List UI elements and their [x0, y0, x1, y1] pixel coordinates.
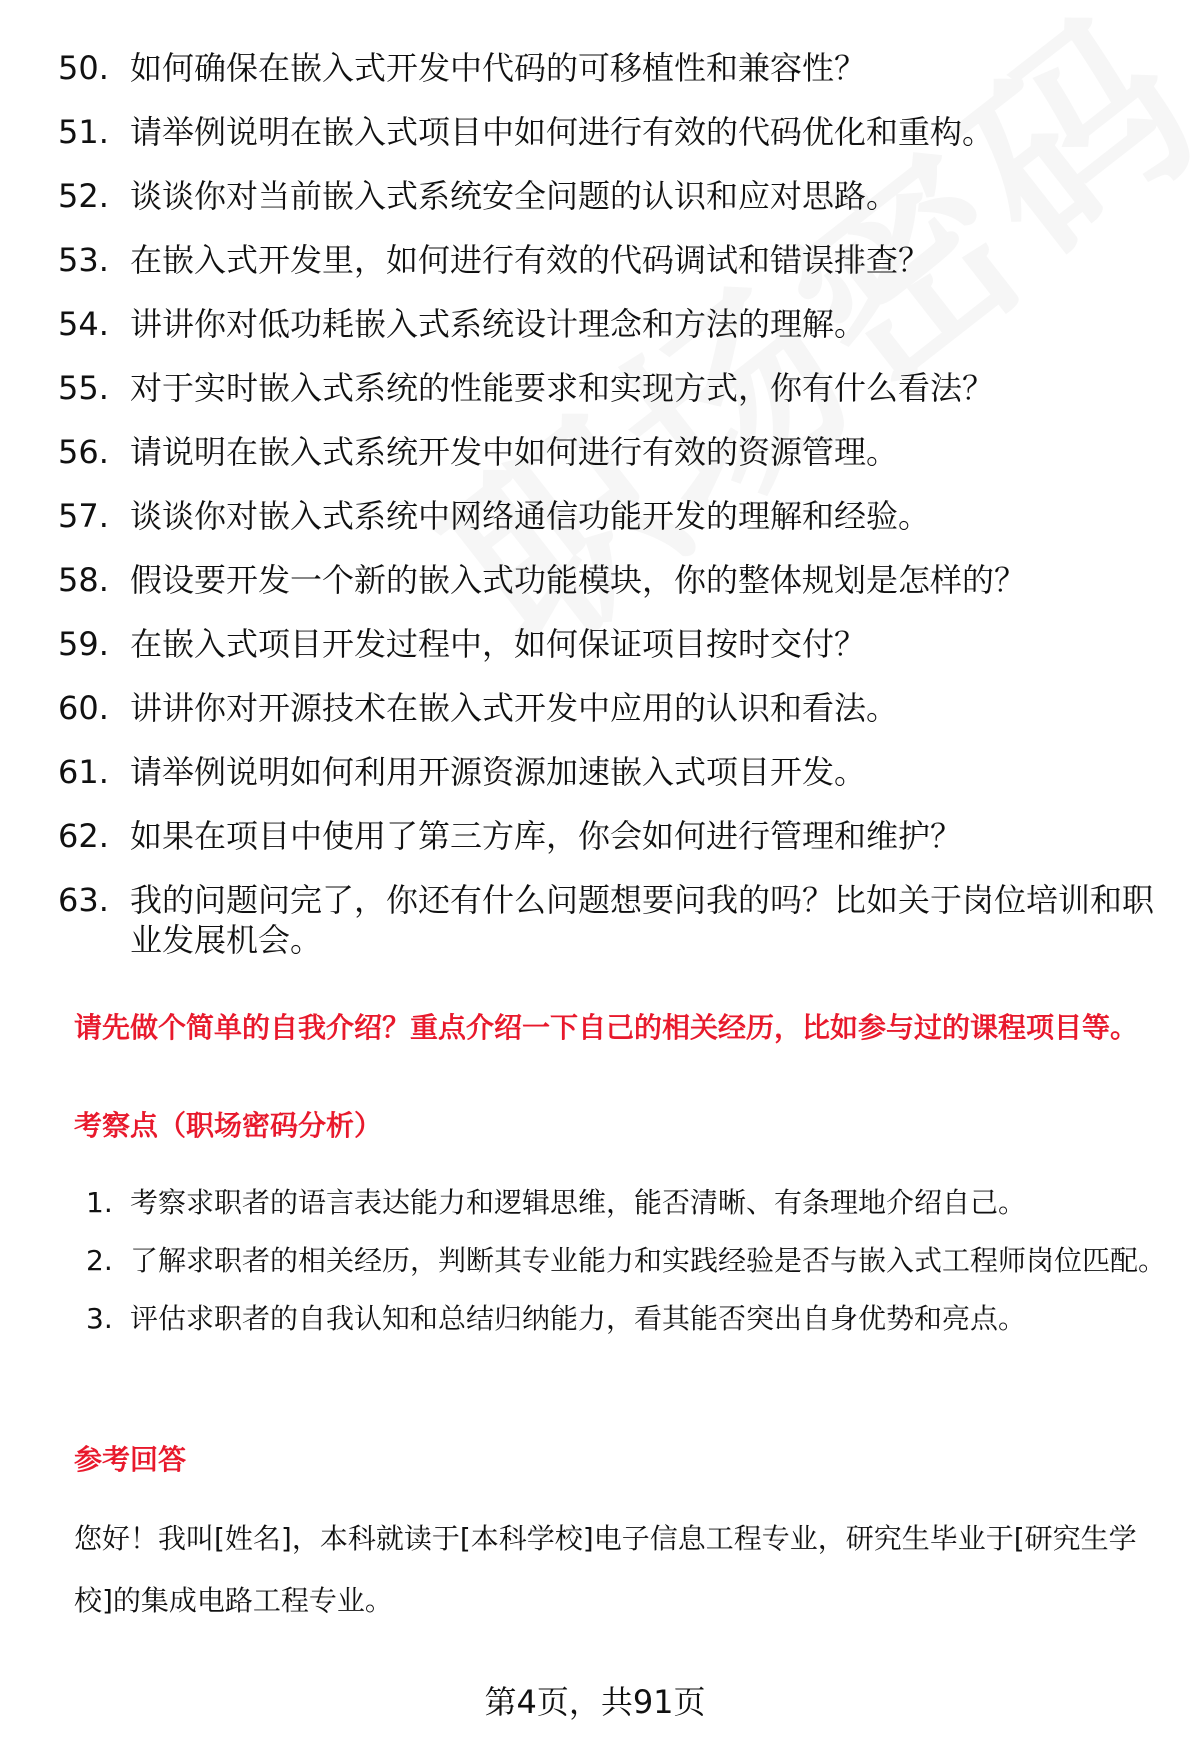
question-item	[58, 240, 1158, 280]
question-item	[58, 688, 1158, 728]
question-list	[58, 48, 1158, 984]
question-text: 对于实时嵌入式系统的性能要求和实现方式，你有什么看法？	[130, 369, 995, 407]
question-number: 55.	[58, 369, 109, 407]
focus-point-text: 了解求职者的相关经历，判断其专业能力和实践经验是否与嵌入式工程师岗位匹配。	[130, 1244, 1167, 1277]
focus-point	[86, 1290, 1166, 1348]
question-text: 请说明在嵌入式系统开发中如何进行有效的资源管理。	[130, 433, 899, 471]
question-number: 54.	[58, 305, 109, 343]
focus-point-number: 2.	[86, 1244, 113, 1277]
question-item	[58, 432, 1158, 472]
question-text: 请举例说明在嵌入式项目中如何进行有效的代码优化和重构。	[130, 113, 995, 151]
question-text: 谈谈你对嵌入式系统中网络通信功能开发的理解和经验。	[130, 497, 931, 535]
question-text: 假设要开发一个新的嵌入式功能模块，你的整体规划是怎样的？	[130, 561, 1027, 599]
question-number: 58.	[58, 561, 109, 599]
question-item	[58, 176, 1158, 216]
focus-point-number: 1.	[86, 1186, 113, 1219]
question-number: 61.	[58, 753, 109, 791]
question-text: 讲讲你对开源技术在嵌入式开发中应用的认识和看法。	[130, 689, 899, 727]
focus-point	[86, 1174, 1166, 1232]
question-number: 62.	[58, 817, 109, 855]
question-number: 53.	[58, 241, 109, 279]
answer-heading: 参考回答	[74, 1443, 187, 1476]
question-text: 讲讲你对低功耗嵌入式系统设计理念和方法的理解。	[130, 305, 867, 343]
question-item	[58, 816, 1158, 856]
focus-point-number: 3.	[86, 1302, 113, 1335]
question-number: 57.	[58, 497, 109, 535]
intro-question-heading: 请先做个简单的自我介绍？重点介绍一下自己的相关经历，比如参与过的课程项目等。	[74, 1011, 1139, 1044]
question-number: 52.	[58, 177, 109, 215]
question-item	[58, 560, 1158, 600]
question-item	[58, 368, 1158, 408]
question-number: 51.	[58, 113, 109, 151]
question-number: 63.	[58, 881, 109, 919]
question-text: 如何确保在嵌入式开发中代码的可移植性和兼容性？	[130, 49, 867, 87]
question-item	[58, 496, 1158, 536]
question-item	[58, 48, 1158, 88]
question-number: 50.	[58, 49, 109, 87]
question-text: 如果在项目中使用了第三方库，你会如何进行管理和维护？	[130, 817, 963, 855]
focus-point-text: 考察求职者的语言表达能力和逻辑思维，能否清晰、有条理地介绍自己。	[130, 1186, 1027, 1219]
question-item	[58, 752, 1158, 792]
question-item	[58, 880, 1158, 960]
question-item	[58, 624, 1158, 664]
focus-heading: 考察点（职场密码分析）	[74, 1109, 383, 1142]
focus-point	[86, 1232, 1166, 1290]
focus-point-list	[86, 1174, 1166, 1348]
question-text: 在嵌入式项目开发过程中，如何保证项目按时交付？	[130, 625, 867, 663]
question-text: 我的问题问完了，你还有什么问题想要问我的吗？比如关于岗位培训和职业发展机会。	[130, 881, 1155, 959]
question-text: 请举例说明如何利用开源资源加速嵌入式项目开发。	[130, 753, 867, 791]
answer-text: 您好！我叫[姓名]，本科就读于[本科学校]电子信息工程专业，研究生毕业于[研究生学校]的集成电路工程专业。	[74, 1522, 1137, 1617]
question-text: 谈谈你对当前嵌入式系统安全问题的认识和应对思路。	[130, 177, 899, 215]
question-number: 60.	[58, 689, 109, 727]
question-number: 59.	[58, 625, 109, 663]
question-item	[58, 112, 1158, 152]
question-item	[58, 304, 1158, 344]
focus-point-text: 评估求职者的自我认知和总结归纳能力，看其能否突出自身优势和亮点。	[130, 1302, 1027, 1335]
question-text: 在嵌入式开发里，如何进行有效的代码调试和错误排查？	[130, 241, 931, 279]
page-footer: 第4页，共91页	[484, 1683, 706, 1721]
question-number: 56.	[58, 433, 109, 471]
